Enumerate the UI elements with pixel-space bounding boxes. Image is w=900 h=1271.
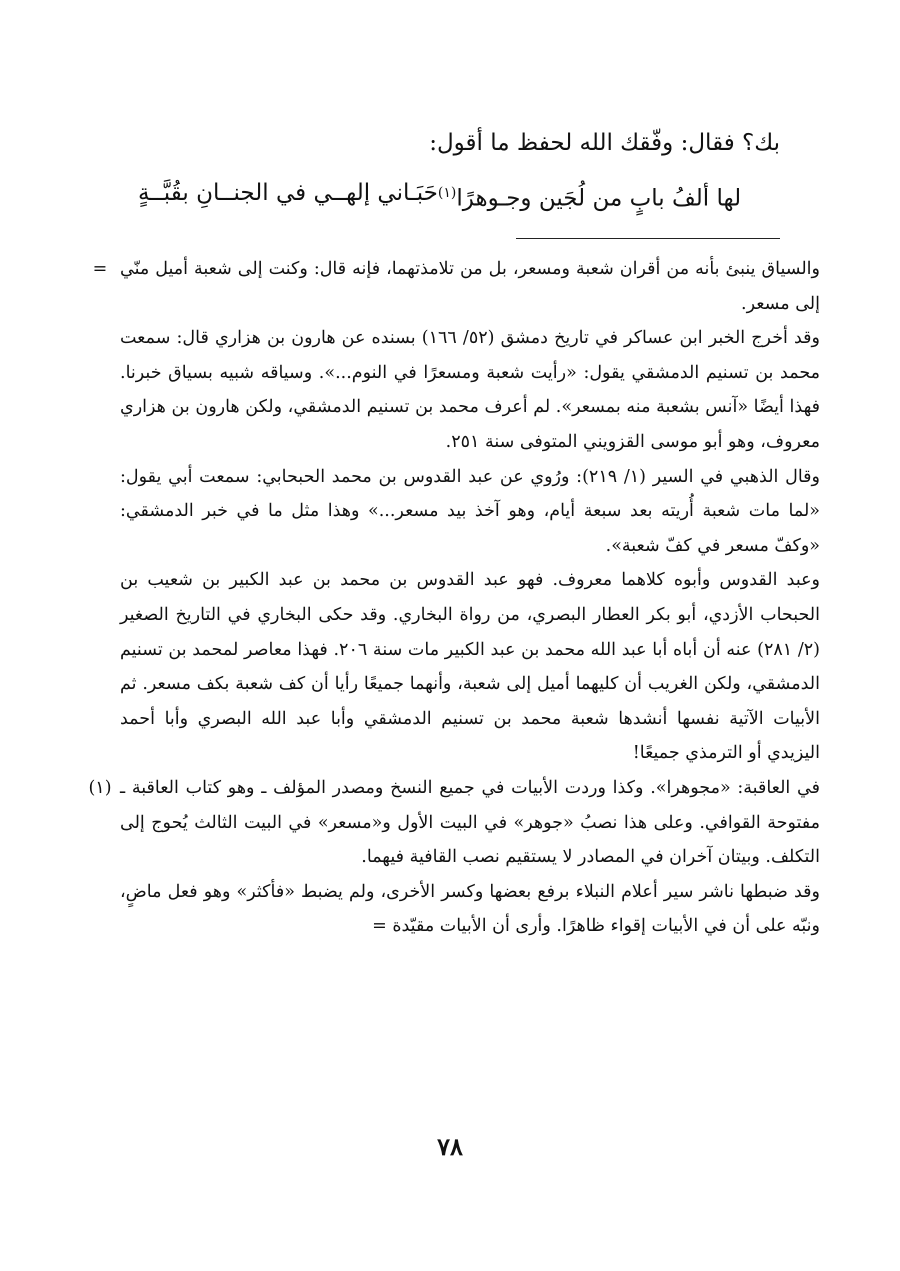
- note-paragraph: وعبد القدوس وأبوه كلاهما معروف. فهو عبد القدوس بن محمد بن عبد الكبير بن شعيب بن الحبحاب الأزدي، أبو بكر العطار البصري، من رواة البخاري. وقد حكى البخاري في التاريخ الصغير (٢/ ٢٨١) عنه أن أباه أبا عبد الله محمد بن عبد الكبير مات سنة ٢٠٦. فهذا معاصر لمحمد بن تسنيم الدمشقي، ولكن الغريب أن كليهما أميل إلى شعبة، وأنهما جميعًا رأيا أن كف شعبة بكف مسعر. ثم الأبيات الآتية نفسها أنشدها شعبة محمد بن تسنيم الدمشقي وأبا عبد الله البصري وأبا أحمد اليزيدي أو الترمذي جميعًا!: [120, 570, 820, 764]
- intro-line: بك؟ فقال: وفّقك الله لحفظ ما أقول:: [429, 130, 780, 156]
- continued-footnote-body: [120, 252, 820, 771]
- continuation-marker: =: [92, 259, 108, 279]
- note-paragraph: والسياق ينبئ بأنه من أقران شعبة ومسعر، بل من تلامذتهما، فإنه قال: وكنت إلى شعبة أميل منّي إلى مسعر.: [120, 259, 820, 314]
- footnote-1-body: [120, 771, 820, 944]
- footnote-number: (١): [88, 777, 112, 798]
- verse-second-hemistich: [438, 176, 741, 216]
- footnote-1: [80, 771, 820, 944]
- verse-second-hemistich-text: لها ألفُ بابٍ من لُجَين وجـوهرًا: [456, 185, 742, 212]
- note-paragraph: في العاقبة: «مجوهرا». وكذا وردت الأبيات في جميع النسخ ومصدر المؤلف ـ وهو كتاب العاقبة ـ مفتوحة القوافي. وعلى هذا نصبُ «جوهر» في البيت الأول و«مسعر» في البيت الثالث يُحوج إلى التكلف. وبيتان آخران في المصادر لا يستقيم نصب القافية فيهما.: [120, 777, 820, 868]
- page-number: ٧٨: [437, 1132, 463, 1161]
- continues-marker: =: [372, 916, 387, 937]
- continued-footnote: [80, 252, 820, 771]
- note-paragraph: [120, 875, 820, 944]
- note-paragraph-text: وقد ضبطها ناشر سير أعلام النبلاء برفع بعضها وكسر الأخرى، ولم يضبط «فأكثر» وهو فعل ماضٍ، ونبّه على أن في الأبيات إقواء ظاهرًا. وأرى أن الأبيات مقيّدة: [120, 881, 820, 937]
- note-paragraph: وقال الذهبي في السير (١/ ٢١٩): ورُوي عن عبد القدوس بن محمد الحبحابي: سمعت أبي يقول: «لما مات شعبة أُريته بعد سبعة أيام، وهو آخذ بيد مسعر...» وهذا مثل ما في خبر الدمشقي: «وكفّ مسعر في كفّ شعبة».: [120, 466, 820, 556]
- footnote-reference[interactable]: (١): [437, 185, 457, 201]
- footnotes-section: [80, 252, 820, 944]
- verse-first-hemistich: حَبَـاني إلهــي في الجنــانِ بقُبَّــةٍ: [138, 180, 438, 206]
- note-paragraph: وقد أخرج الخبر ابن عساكر في تاريخ دمشق (٥٢/ ١٦٦) بسنده عن هارون بن هزاري قال: سمعت محمد بن تسنيم الدمشقي يقول: «رأيت شعبة ومسعرًا في النوم...». وسياقه شبيه بسياق خبرنا. فهذا أيضًا «آنس بشعبة منه بمسعر». لم أعرف محمد بن تسنيم الدمشقي، ولكن هارون بن هزاري معروف، وهو أبو موسى القزويني المتوفى سنة ٢٥١.: [120, 328, 820, 452]
- poem-verse: [96, 176, 780, 216]
- footnote-separator: [516, 238, 780, 239]
